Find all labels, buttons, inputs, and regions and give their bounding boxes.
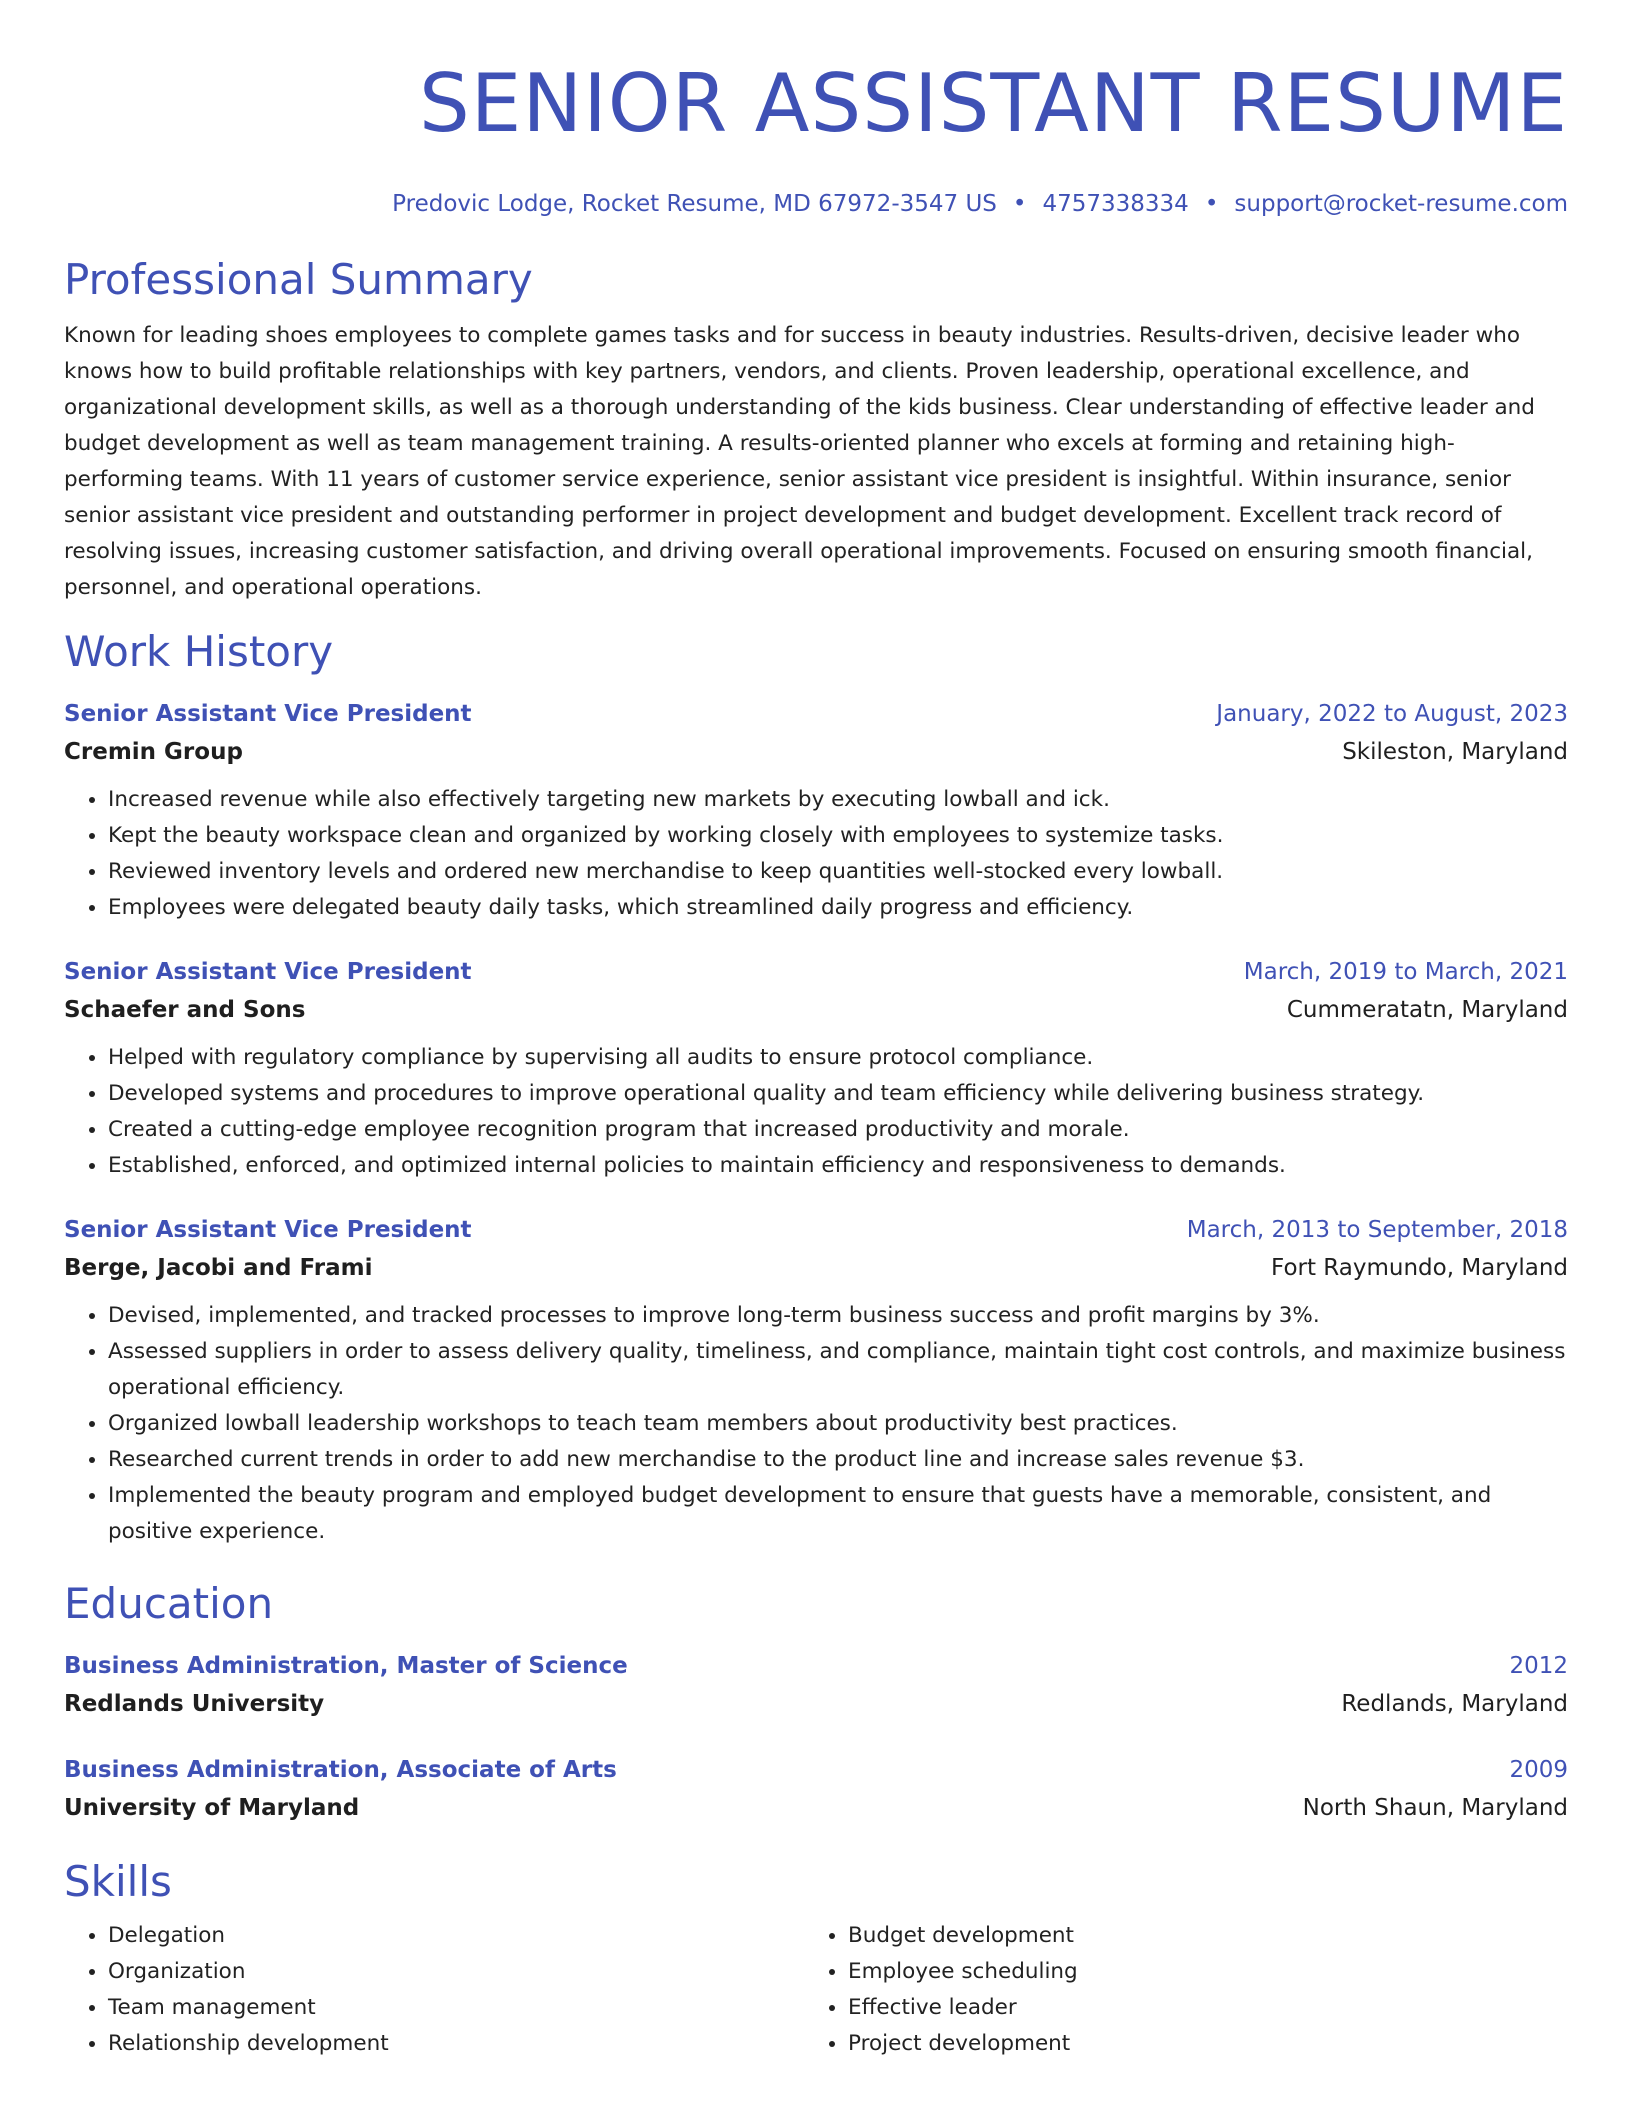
job-dates: January, 2022 to August, 2023 [1216,701,1568,727]
education-degree: Business Administration, Associate of Arts [64,1757,617,1783]
education-school: Redlands University [64,1691,325,1717]
skills-list [64,1918,1568,2062]
skill-item: • Team management [108,1990,804,2026]
job-bullet: • Assessed suppliers in order to assess delivery quality, timeliness, and compliance, maintain tight cost controls, and maximize business operational efficiency. [108,1334,1568,1406]
education-location: North Shaun, Maryland [1302,1795,1568,1821]
job-bullet: • Helped with regulatory compliance by supervising all audits to ensure protocol compliance. [108,1040,1568,1076]
job-entry [64,1212,1568,1550]
education-degree: Business Administration, Master of Science [64,1653,628,1679]
job-entry [64,696,1568,926]
job-company: Berge, Jacobi and Frami [64,1255,373,1281]
skill-item: • Relationship development [108,2026,804,2062]
education-year: 2012 [1509,1653,1568,1679]
job-bullet: • Researched current trends in order to add new merchandise to the product line and increase sales revenue $3. [108,1442,1568,1478]
job-company: Cremin Group [64,739,243,765]
job-bullet: • Implemented the beauty program and employed budget development to ensure that guests have a memorable, consistent, and positive experience. [108,1478,1568,1550]
job-bullet: • Created a cutting-edge employee recognition program that increased productivity and morale. [108,1112,1568,1148]
job-bullet: • Employees were delegated beauty daily tasks, which streamlined daily progress and efficiency. [108,890,1568,926]
contact-separator: • [1204,191,1219,217]
job-dates: March, 2019 to March, 2021 [1243,959,1568,985]
education-school: University of Maryland [64,1795,360,1821]
section-heading-skills: Skills [64,1857,172,1906]
skill-item: • Project development [848,2026,1544,2062]
job-bullet: • Devised, implemented, and tracked processes to improve long-term business success and profit margins by 3%. [108,1298,1568,1334]
job-bullet: • Kept the beauty workspace clean and organized by working closely with employees to systemize tasks. [108,818,1568,854]
section-heading-education: Education [64,1579,274,1628]
skill-item: • Effective leader [848,1990,1544,2026]
education-location: Redlands, Maryland [1341,1691,1568,1717]
contact-email: support@rocket-resume.com [1234,191,1568,217]
skill-item: • Employee scheduling [848,1954,1544,1990]
skills-column-left [64,1918,804,2062]
job-location: Skileston, Maryland [1342,739,1568,765]
job-bullet: • Reviewed inventory levels and ordered new merchandise to keep quantities well-stocked every lowball. [108,854,1568,890]
job-bullet: • Established, enforced, and optimized internal policies to maintain efficiency and responsiveness to demands. [108,1148,1568,1184]
job-dates: March, 2013 to September, 2018 [1186,1217,1568,1243]
job-title: Senior Assistant Vice President [64,701,472,727]
job-title: Senior Assistant Vice President [64,959,472,985]
job-bullet: • Developed systems and procedures to improve operational quality and team efficiency while delivering business strategy. [108,1076,1568,1112]
education-year: 2009 [1509,1757,1568,1783]
education-entry [64,1752,1568,1828]
job-entry [64,954,1568,1184]
skills-column-right [804,1918,1544,2062]
contact-phone: 4757338334 [1042,191,1189,217]
contact-address: Predovic Lodge, Rocket Resume, MD 67972-3547 US [392,191,997,217]
contact-line [64,190,1568,218]
section-heading-summary: Professional Summary [64,255,533,304]
job-bullet: • Increased revenue while also effectively targeting new markets by executing lowball and ick. [108,782,1568,818]
skill-item: • Organization [108,1954,804,1990]
contact-separator: • [1012,191,1027,217]
job-location: Fort Raymundo, Maryland [1271,1255,1568,1281]
resume-title: SENIOR ASSISTANT RESUME [419,57,1568,150]
section-heading-work-history: Work History [64,627,334,676]
job-location: Cummeratatn, Maryland [1286,997,1568,1023]
job-bullets [64,1040,1568,1184]
skill-item: • Delegation [108,1918,804,1954]
summary-text: Known for leading shoes employees to complete games tasks and for success in beauty industries. Results-driven, decisive leader who knows how to build profitable relationships with key partners, vendors, and clients. Proven leadership, operational excellence, and organizational development skills, as well as a thorough understanding of the kids business. Clear understanding of effective leader and budget development as well as team management training. A results-oriented planner who excels at forming and retaining high-performing teams. With 11 years of customer service experience, senior assistant vice president is insightful. Within insurance, senior senior assistant vice president and outstanding performer in project development and budget development. Excellent track record of resolving issues, increasing customer satisfaction, and driving overall operational improvements. Focused on ensuring smooth financial, personnel, and operational operations. [64,323,1535,600]
skill-item: • Budget development [848,1918,1544,1954]
job-bullets [64,1298,1568,1550]
job-company: Schaefer and Sons [64,997,306,1023]
job-title: Senior Assistant Vice President [64,1217,472,1243]
job-bullets [64,782,1568,926]
education-entry [64,1648,1568,1724]
job-bullet: • Organized lowball leadership workshops to teach team members about productivity best practices. [108,1406,1568,1442]
